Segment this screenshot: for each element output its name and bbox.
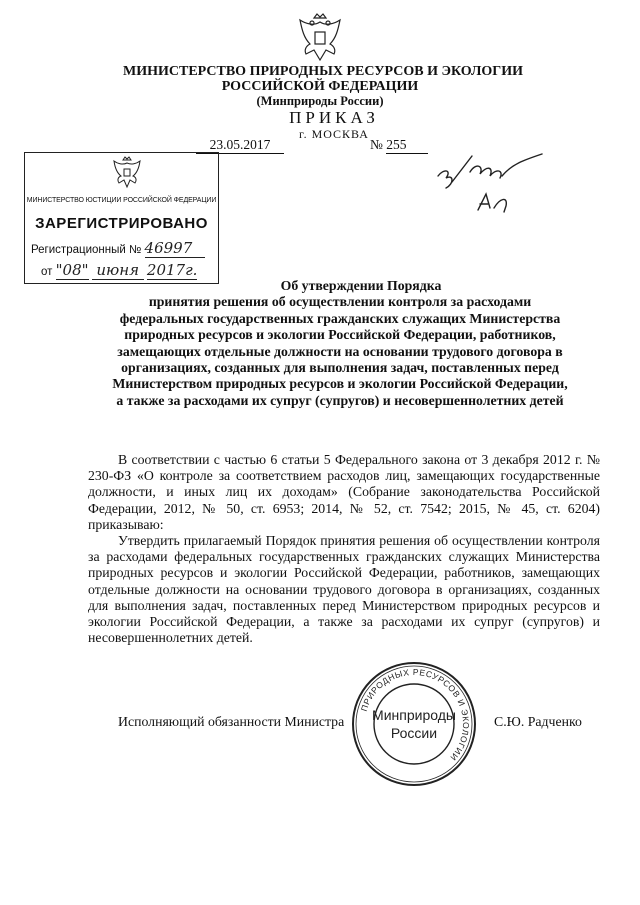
stamp-registration-number	[31, 239, 205, 258]
reg-date-prefix: от	[41, 266, 53, 278]
reg-date-day: "08"	[55, 261, 89, 279]
ministry-heading	[0, 64, 640, 109]
document-city: г. МОСКВА	[299, 127, 369, 141]
signatory-name: С.Ю. Радченко	[494, 714, 582, 729]
title-line: федеральных государственных гражданских служащих Министерства	[119, 310, 561, 326]
number-value: 255	[386, 137, 428, 154]
title-line: организациях, созданных для выполнения задач, поставленных перед	[121, 360, 559, 376]
ministry-country: РОССИЙСКОЙ ФЕДЕРАЦИИ	[221, 79, 419, 94]
body-paragraph: Утвердить прилагаемый Порядок принятия решения об осуществлении контроля за расходами федеральных государственных гражданских служащих Министерства природных ресурсов и экологии Российской Федерации, работников, замещающих отдельные должности на основании трудового договора в организациях, созданных для выполнения задач, поставленных перед Министерством природных ресурсов и экологии Российской Федерации, а также за расходами их супруг (супругов) и несовершеннолетних детей.	[88, 533, 600, 646]
registration-stamp	[24, 152, 219, 284]
document-body	[88, 452, 600, 646]
ministry-name: МИНИСТЕРСТВО ПРИРОДНЫХ РЕСУРСОВ И ЭКОЛОГИИ	[123, 64, 523, 79]
russian-coat-of-arms-icon	[292, 12, 348, 64]
reg-date-year: 2017г.	[146, 261, 198, 279]
title-line: природных ресурсов и экологии Российской Федерации, работников,	[124, 327, 556, 343]
reg-date-month: июня	[92, 261, 144, 280]
stamp-status: ЗАРЕГИСТРИРОВАНО	[35, 215, 208, 232]
signatory-position: Исполняющий обязанности Министра	[118, 714, 345, 729]
document-title	[60, 278, 620, 409]
body-paragraph: В соответствии с частью 6 статьи 5 Федерального закона от 3 декабря 2012 г. № 230-ФЗ «О контроле за соответствием расходов лиц, замещающих государственные должности, и иных лиц их доходам» (Собрание законодательства Российской Федерации, 2012, № 50, ст. 6953; 2014, № 52, ст. 7542; 2015, № 45, ст. 6204) приказываю:	[88, 452, 600, 532]
handwritten-signature-icon	[424, 150, 554, 220]
seal-center-line1: Минприроды	[372, 707, 456, 723]
title-line: а также за расходами их супруг (супругов) и несовершеннолетних детей	[116, 392, 564, 408]
reg-number-handwritten: 46997	[145, 239, 205, 258]
title-line: принятия решения об осуществлении контроля за расходами	[148, 294, 532, 310]
document-date: 23.05.2017	[196, 137, 284, 154]
title-line: Министерством природных ресурсов и экологии Российской Федерации,	[112, 376, 568, 392]
title-line: замещающих отдельные должности на основании трудового договора в	[117, 343, 563, 359]
seal-center-line2: России	[390, 725, 438, 741]
eagle-emblem-icon	[110, 156, 144, 190]
stamp-department: МИНИСТЕРСТВО ЮСТИЦИИ РОССИЙСКОЙ ФЕДЕРАЦИИ	[26, 197, 217, 204]
document-number	[370, 137, 428, 154]
reg-label: Регистрационный №	[31, 244, 142, 256]
seal-ring-text: ПРИРОДНЫХ РЕСУРСОВ И ЭКОЛОГИИ	[358, 666, 472, 763]
number-prefix: №	[370, 137, 383, 152]
official-seal-icon	[350, 660, 478, 788]
document-type: ПРИКАЗ	[289, 108, 379, 127]
title-line: Об утверждении Порядка	[280, 278, 442, 293]
ministry-short-name: (Минприроды России)	[256, 94, 384, 108]
